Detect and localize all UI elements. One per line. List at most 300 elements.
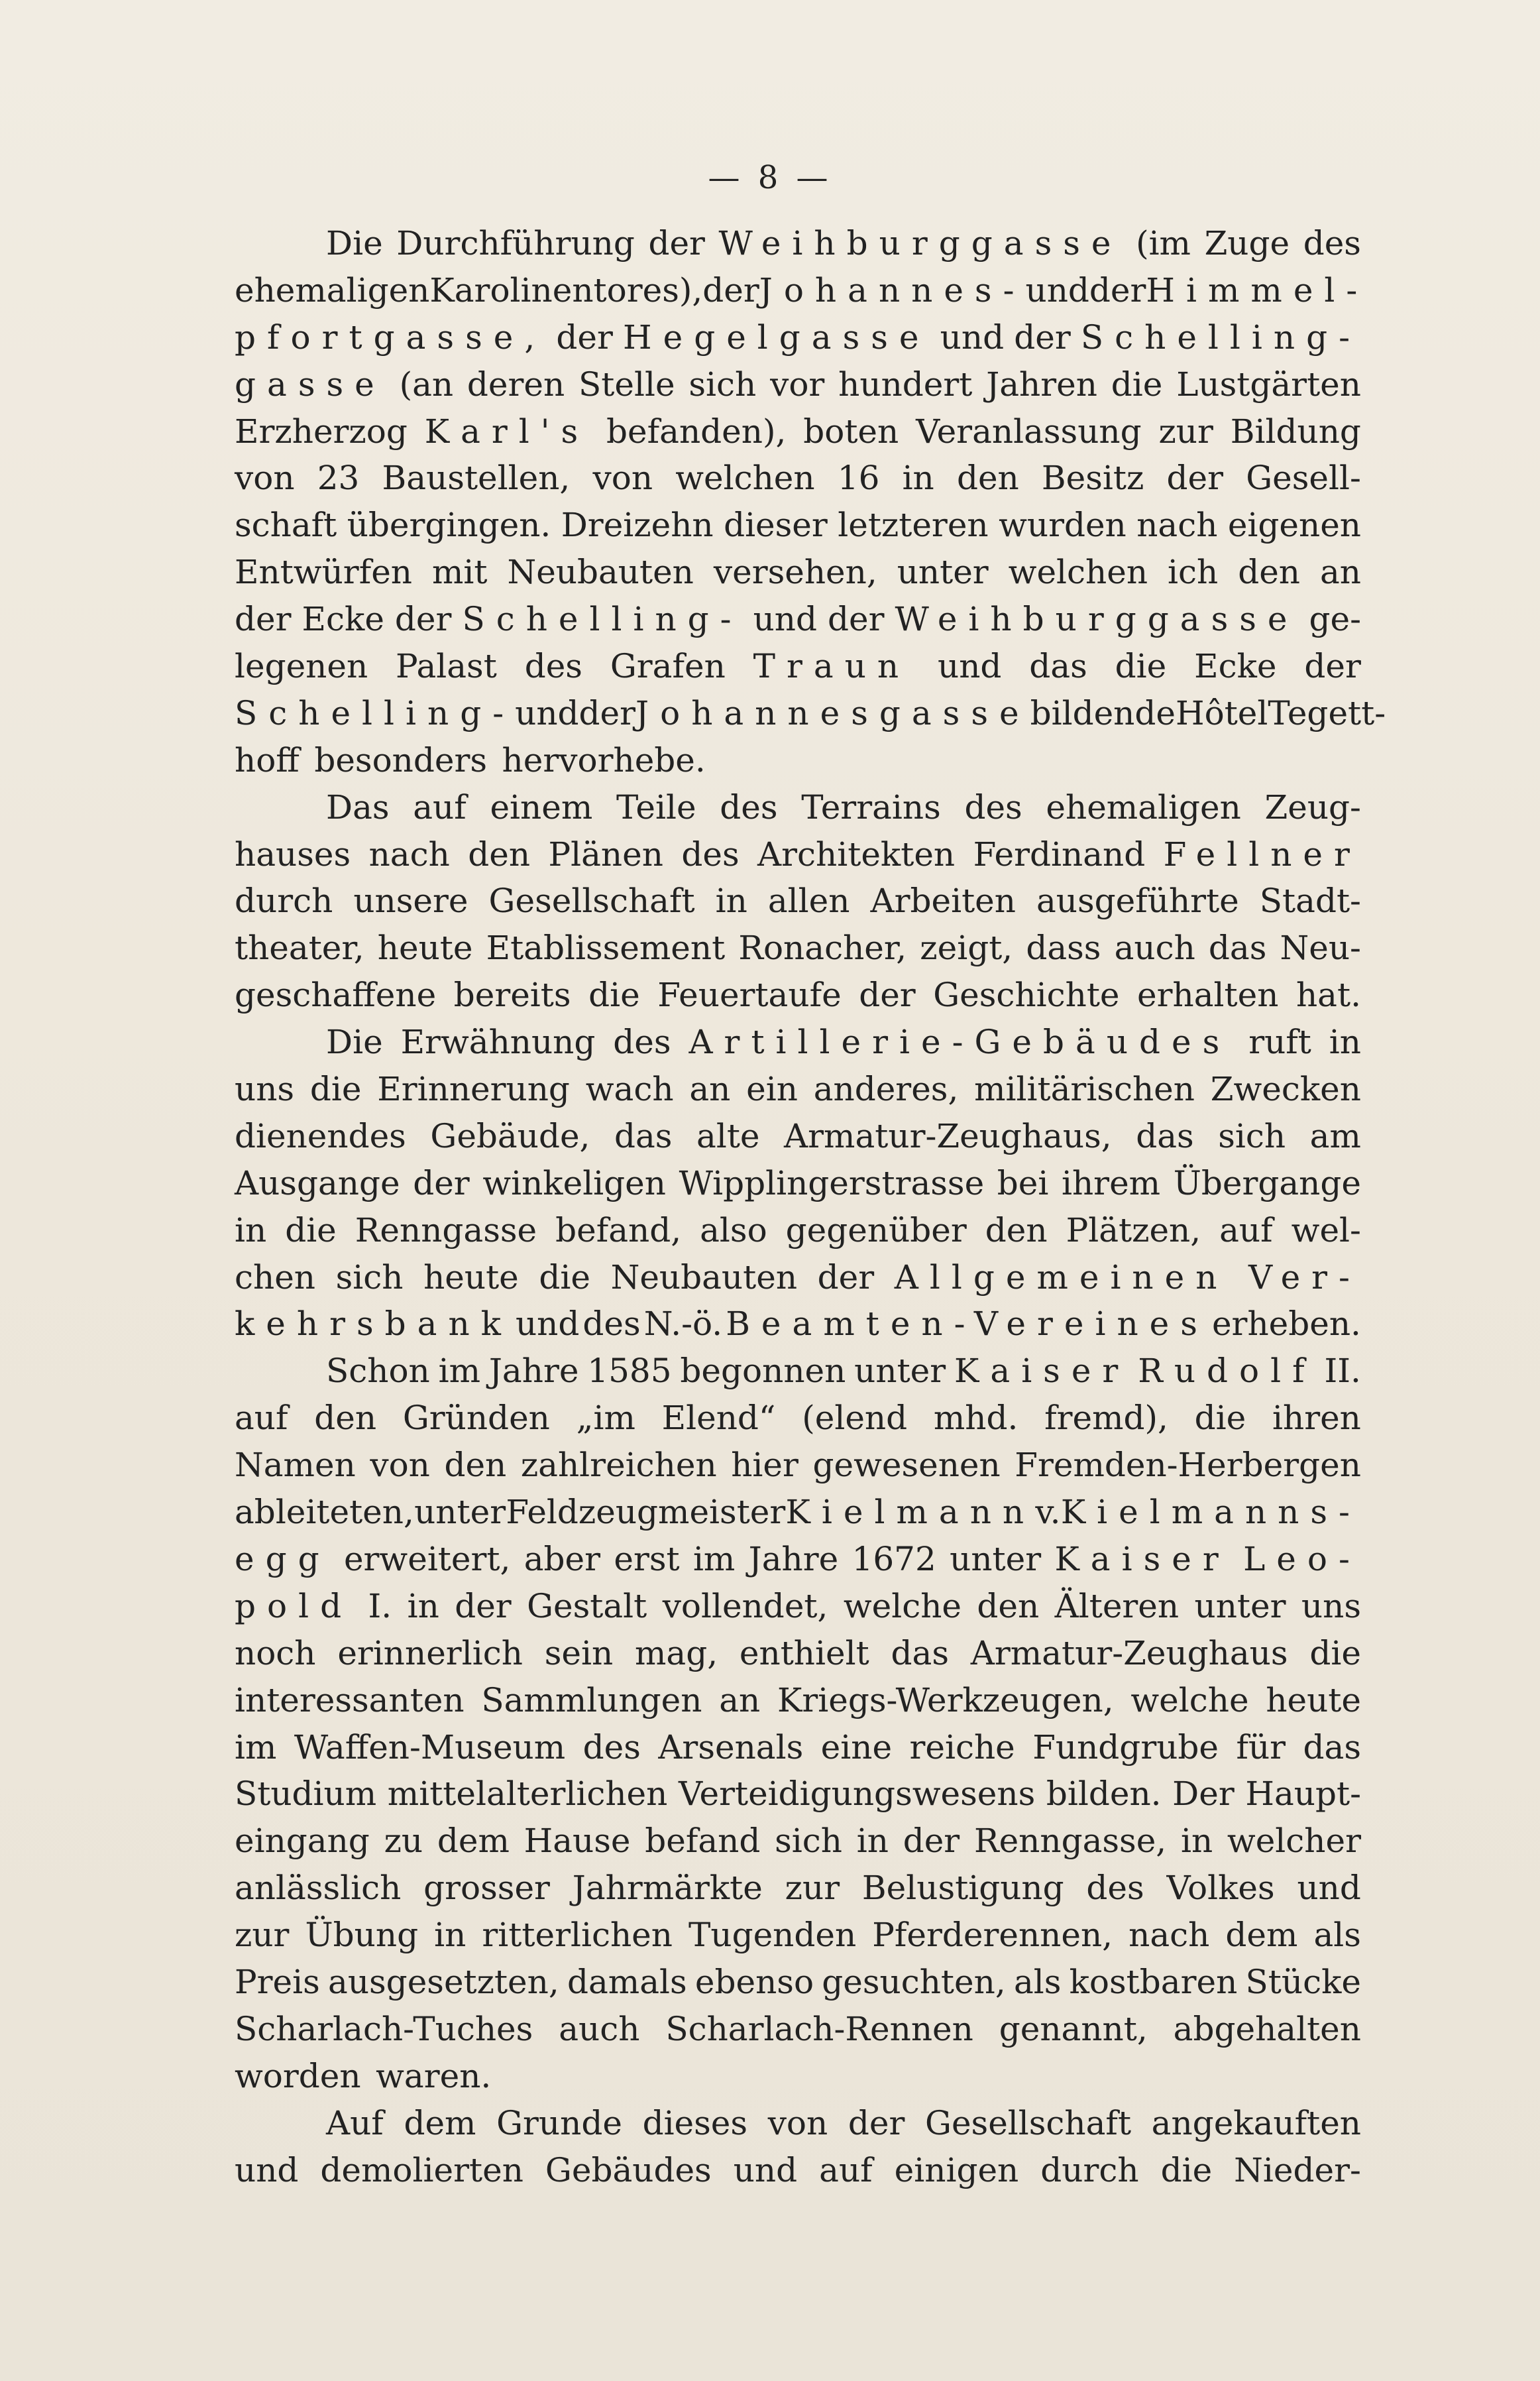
word: in [235, 1210, 267, 1249]
word: Weihburggasse [895, 600, 1299, 639]
word: gegenüber [785, 1210, 967, 1249]
word: von [767, 2103, 828, 2142]
word: Jahren [986, 365, 1097, 404]
word: egg [235, 1539, 331, 1578]
word: unter [1194, 1586, 1286, 1625]
word: befanden), [606, 412, 787, 451]
word: Jahre [748, 1539, 839, 1578]
word: Bildung [1230, 412, 1361, 451]
word: Die [326, 1023, 383, 1062]
word: der [1014, 318, 1071, 357]
word: heute [1266, 1680, 1361, 1719]
word: Zwecken [1210, 1070, 1361, 1109]
word: Belustigung [861, 1869, 1064, 1908]
word: Schelling- [462, 600, 743, 639]
text-line [235, 1019, 1361, 1066]
page-number: — 8 — [708, 159, 832, 196]
word: ableiteten, [235, 1493, 414, 1532]
word: und [733, 2150, 798, 2189]
word: gesuchten, [822, 1962, 1006, 2001]
word: Baustellen, [382, 459, 571, 498]
word: zu [384, 1822, 423, 1861]
text-line [235, 1160, 1361, 1207]
word: und [515, 693, 579, 732]
word: also [700, 1210, 767, 1249]
word: Weihburggasse [718, 224, 1123, 262]
word: Durchführung [396, 224, 635, 262]
text-line [235, 549, 1361, 596]
word: die [1194, 1399, 1246, 1438]
word: Veranlassung [916, 412, 1142, 451]
text-line [235, 1818, 1361, 1865]
word: 1672 [852, 1539, 936, 1578]
word: Ecke [302, 600, 384, 639]
word: an [719, 1680, 761, 1719]
word: Übung [305, 1916, 419, 1955]
word: Johannesgasse [635, 693, 1030, 732]
word: die [539, 1257, 590, 1297]
word: Palast [396, 647, 497, 686]
word: kehrsbank [235, 1305, 512, 1344]
word: in [715, 882, 747, 921]
word: Besitz [1041, 459, 1144, 498]
word: pfortgasse, [235, 318, 547, 357]
word: der [848, 2103, 905, 2142]
word: des [681, 835, 740, 874]
word: Traun [753, 647, 910, 686]
word: sich [1218, 1116, 1286, 1155]
word: der [859, 976, 916, 1015]
word: Terrains [801, 787, 941, 827]
word: Neu- [1280, 929, 1361, 968]
word: enthielt [739, 1633, 869, 1672]
word: besonders [314, 740, 488, 780]
word: als [1013, 1962, 1062, 2001]
word: legenen [235, 647, 368, 686]
word: welche [1130, 1680, 1249, 1719]
word: Studium [235, 1774, 377, 1814]
word: Tegett- [1268, 693, 1386, 732]
word: schaft [235, 506, 337, 545]
text-line [235, 1066, 1361, 1113]
word: fremd), [1044, 1399, 1168, 1438]
text-line [235, 1865, 1361, 1912]
word: alte [696, 1116, 760, 1155]
word: unter [897, 553, 989, 592]
word: Elend“ [661, 1399, 776, 1438]
word: Nieder- [1234, 2150, 1361, 2189]
word: interessanten [235, 1680, 465, 1719]
word: im [235, 1727, 277, 1767]
word: das [1303, 1727, 1361, 1767]
word: Jahre [488, 1352, 579, 1391]
word: den [468, 835, 531, 874]
word: anderes, [813, 1070, 959, 1109]
word: dem [437, 1822, 510, 1861]
text-line [235, 1677, 1361, 1724]
word: Sammlungen [481, 1680, 702, 1719]
word: den [985, 1210, 1048, 1249]
word: und [938, 647, 1002, 686]
word: demolierten [320, 2150, 523, 2189]
text-line [235, 2053, 1361, 2100]
text-line [235, 1395, 1361, 1442]
word: abgehalten [1173, 2009, 1361, 2048]
word: Zeug- [1264, 787, 1361, 827]
word: worden [235, 2056, 361, 2095]
word: erst [614, 1539, 680, 1578]
word: Grunde [496, 2103, 622, 2142]
text-line [235, 1536, 1361, 1583]
word: welchen [675, 459, 815, 498]
word: 1585 [587, 1352, 672, 1391]
word: Jahrmärkte [572, 1869, 763, 1908]
word: Schelling- [235, 693, 516, 732]
word: Gesellschaft [925, 2103, 1132, 2142]
word: boten [803, 412, 899, 451]
word: Älteren [1054, 1586, 1180, 1625]
word: Stücke [1245, 1962, 1361, 2001]
word: theater, [235, 929, 364, 968]
word: Armatur-Zeughaus [970, 1633, 1288, 1672]
word: zahlreichen [520, 1446, 717, 1485]
text-line [235, 831, 1361, 878]
word: „im [576, 1399, 635, 1438]
word: einigen [894, 2150, 1019, 2189]
word: Armatur-Zeughaus, [784, 1116, 1112, 1155]
word: der [702, 270, 759, 310]
word: kostbaren [1069, 1962, 1238, 2001]
word: hervorhebe. [502, 740, 706, 780]
text-line [235, 1301, 1361, 1348]
word: Tugenden [688, 1916, 857, 1955]
word: Preis [235, 1962, 320, 2001]
word: Ecke [1194, 647, 1277, 686]
word: Ronacher, [738, 929, 907, 968]
word: Karl's [424, 412, 590, 451]
word: des [524, 647, 582, 686]
word: das [1136, 1116, 1194, 1155]
word: Das [326, 787, 390, 827]
word: hier [731, 1446, 798, 1485]
word: II. [1324, 1352, 1361, 1391]
word: sein [544, 1633, 614, 1672]
word: unter [950, 1539, 1042, 1578]
word: hundert [838, 365, 973, 404]
word: ich [1168, 553, 1219, 592]
word: die [285, 1210, 337, 1249]
word: zur [235, 1916, 290, 1955]
word: Rudolf [1138, 1352, 1316, 1391]
word: Allgemeinen [894, 1257, 1229, 1297]
word: Kaiser [1054, 1539, 1230, 1578]
word: I. [368, 1586, 392, 1625]
word: erheben. [1211, 1305, 1361, 1344]
word: noch [235, 1633, 316, 1672]
word: in [902, 459, 934, 498]
text-line [235, 1442, 1361, 1489]
word: das [891, 1633, 949, 1672]
word: Dreizehn [561, 506, 714, 545]
text-line [235, 314, 1361, 361]
word: heute [377, 929, 473, 968]
text-line [235, 2147, 1361, 2194]
word: des [582, 1727, 641, 1767]
word: die [1115, 647, 1167, 686]
word: dem [1225, 1916, 1298, 1955]
word: dienendes [235, 1116, 406, 1155]
word: Feuertaufe [657, 976, 842, 1015]
word: Feldzeugmeister [506, 1493, 786, 1532]
word: auf [413, 787, 467, 827]
text-line [235, 1207, 1361, 1254]
word: Arsenals [658, 1727, 804, 1767]
word: gewesenen [812, 1446, 1001, 1485]
word: Neubauten [507, 553, 694, 592]
word: Wipplingerstrasse [679, 1163, 985, 1202]
text-line [235, 784, 1361, 831]
text-line [235, 502, 1361, 549]
text-line [235, 878, 1361, 925]
word: die [1111, 365, 1163, 404]
word: und [940, 318, 1005, 357]
word: befand [645, 1822, 761, 1861]
word: reiche [909, 1727, 1015, 1767]
word: 16 [837, 459, 880, 498]
word: des [720, 787, 778, 827]
word: ruft [1248, 1023, 1311, 1062]
word: erweitert, [343, 1539, 511, 1578]
word: ehemaligen [1046, 787, 1241, 827]
word: ausgeführte [1036, 882, 1239, 921]
word: hat. [1295, 976, 1361, 1015]
word: einem [490, 787, 593, 827]
word: im [692, 1539, 736, 1578]
word: ausgesetzten, [328, 1962, 559, 2001]
text-line [235, 1959, 1361, 2006]
text-line [235, 455, 1361, 502]
word: uns [1301, 1586, 1361, 1625]
word: grosser [423, 1869, 550, 1908]
word: hoff [235, 740, 300, 780]
text-line [235, 925, 1361, 972]
word: Renngasse [355, 1210, 537, 1249]
word: der [413, 1163, 470, 1202]
text-line [235, 2006, 1361, 2053]
word: dieses [642, 2103, 748, 2142]
word: heute [423, 1257, 519, 1297]
word: zeigt, [920, 929, 1013, 968]
word: aber [523, 1539, 601, 1578]
word: wel- [1291, 1210, 1361, 1249]
word: durch [235, 882, 333, 921]
word: Teile [616, 787, 696, 827]
word: Entwürfen [235, 553, 412, 592]
text-line [235, 220, 1361, 267]
word: damals [567, 1962, 687, 2001]
word: Volkes [1166, 1869, 1275, 1908]
word: dieser [724, 506, 828, 545]
word: Plätzen, [1066, 1210, 1201, 1249]
word: den [956, 459, 1019, 498]
word: (an [399, 365, 454, 404]
word: durch [1040, 2150, 1139, 2189]
word: ihrem [1061, 1163, 1161, 1202]
word: des [582, 1305, 641, 1344]
word: unter [854, 1352, 946, 1391]
word: N.-ö. [643, 1305, 723, 1344]
word: pold [235, 1586, 353, 1625]
text-line [235, 1113, 1361, 1160]
word: Architekten [757, 835, 956, 874]
word: nach [1128, 1916, 1210, 1955]
word: Gründen [402, 1399, 550, 1438]
word: sich [688, 365, 757, 404]
word: die [1309, 1633, 1361, 1672]
word: das [1208, 929, 1267, 968]
word: von [235, 459, 295, 498]
word: Plänen [548, 835, 663, 874]
word: Grafen [610, 647, 726, 686]
word: waren. [376, 2056, 492, 2095]
word: den [977, 1586, 1040, 1625]
word: Haupt- [1245, 1774, 1361, 1814]
word: vollendet, [662, 1586, 828, 1625]
word: eine [820, 1727, 893, 1767]
word: auch [1114, 929, 1195, 968]
word: Geschichte [933, 976, 1120, 1015]
word: des [1303, 224, 1361, 262]
word: ritterlichen [482, 1916, 673, 1955]
word: 23 [317, 459, 360, 498]
word: von [370, 1446, 430, 1485]
word: der [394, 600, 452, 639]
word: Erwähnung [400, 1023, 596, 1062]
word: letzteren [838, 506, 989, 545]
word: und [515, 1305, 580, 1344]
word: der [235, 600, 292, 639]
word: eingang [235, 1822, 370, 1861]
word: auf [235, 1399, 288, 1438]
text-line [235, 737, 1361, 784]
word: auf [1219, 1210, 1273, 1249]
word: gasse [235, 365, 386, 404]
word: anlässlich [235, 1869, 402, 1908]
word: nach [1136, 506, 1218, 545]
word: Scharlach-Tuches [235, 2009, 533, 2048]
word: das [1029, 647, 1087, 686]
word: des [964, 787, 1022, 827]
word: genannt, [999, 2009, 1148, 2048]
word: unsere [353, 882, 468, 921]
word: als [1313, 1916, 1361, 1955]
word: in [1329, 1023, 1361, 1062]
word: des [1086, 1869, 1144, 1908]
text-line [235, 972, 1361, 1019]
word: bei [997, 1163, 1049, 1202]
word: Karolinentores), [429, 270, 703, 310]
word: Der [1172, 1774, 1235, 1814]
word: ge- [1309, 600, 1361, 639]
word: Etablissement [486, 929, 726, 968]
word: Die [326, 224, 383, 262]
word: die [588, 976, 640, 1015]
word: Erzherzog [235, 412, 408, 451]
word: Zuge [1204, 224, 1290, 262]
word: die [1160, 2150, 1213, 2189]
word: zur [785, 1869, 840, 1908]
word: winkeligen [482, 1163, 666, 1202]
word: in [434, 1916, 467, 1955]
word: Stadt- [1259, 882, 1361, 921]
word: Himmel- [1146, 270, 1369, 310]
word: in [407, 1586, 439, 1625]
word: Fellner [1163, 835, 1361, 874]
word: der [903, 1822, 960, 1861]
word: zur [1158, 412, 1213, 451]
word: sich [775, 1822, 842, 1861]
text-line [235, 1583, 1361, 1630]
word: begonnen [680, 1352, 846, 1391]
word: ihren [1272, 1399, 1361, 1438]
word: (elend [802, 1399, 908, 1438]
word: allen [767, 882, 850, 921]
word: dem [404, 2103, 476, 2142]
word: Fundgrube [1032, 1727, 1219, 1767]
word: Gebäudes [545, 2150, 712, 2189]
text-line [235, 690, 1386, 737]
word: Verteidigungswesens [678, 1774, 1036, 1814]
word: mit [431, 553, 488, 592]
word: der [1166, 459, 1224, 498]
word: und [235, 2150, 299, 2189]
word: mittelalterlichen [387, 1774, 668, 1814]
word: Ausgange [235, 1163, 400, 1202]
word: Übergange [1173, 1163, 1361, 1202]
word: Hegelgasse [623, 318, 930, 357]
text-line [235, 1630, 1361, 1677]
word: versehen, [713, 553, 877, 592]
word: Arbeiten [870, 882, 1016, 921]
word: und [1297, 1869, 1361, 1908]
word: uns [235, 1070, 295, 1109]
word: an [689, 1070, 731, 1109]
word: mag, [634, 1633, 718, 1672]
word: Stelle [578, 365, 675, 404]
word: Gesellschaft [488, 882, 695, 921]
word: Renngasse, [973, 1822, 1167, 1861]
text-line [235, 1771, 1361, 1818]
word: der [1089, 270, 1146, 310]
word: erinnerlich [337, 1633, 523, 1672]
word: ebenso [694, 1962, 814, 2001]
word: in [1180, 1822, 1213, 1861]
word: übergingen. [347, 506, 551, 545]
word: der [817, 1257, 875, 1297]
word: wach [585, 1070, 674, 1109]
text-line [235, 2100, 1361, 2147]
word: Hause [523, 1822, 631, 1861]
word: Kielmann [785, 1493, 1036, 1532]
word: v. [1035, 1493, 1061, 1532]
word: die [309, 1070, 362, 1109]
word: Neubauten [610, 1257, 798, 1297]
word: und [753, 600, 817, 639]
word: Johannes- [759, 270, 1026, 310]
word: der [828, 600, 885, 639]
word: den [1238, 553, 1301, 592]
word: Ver- [1248, 1257, 1361, 1297]
